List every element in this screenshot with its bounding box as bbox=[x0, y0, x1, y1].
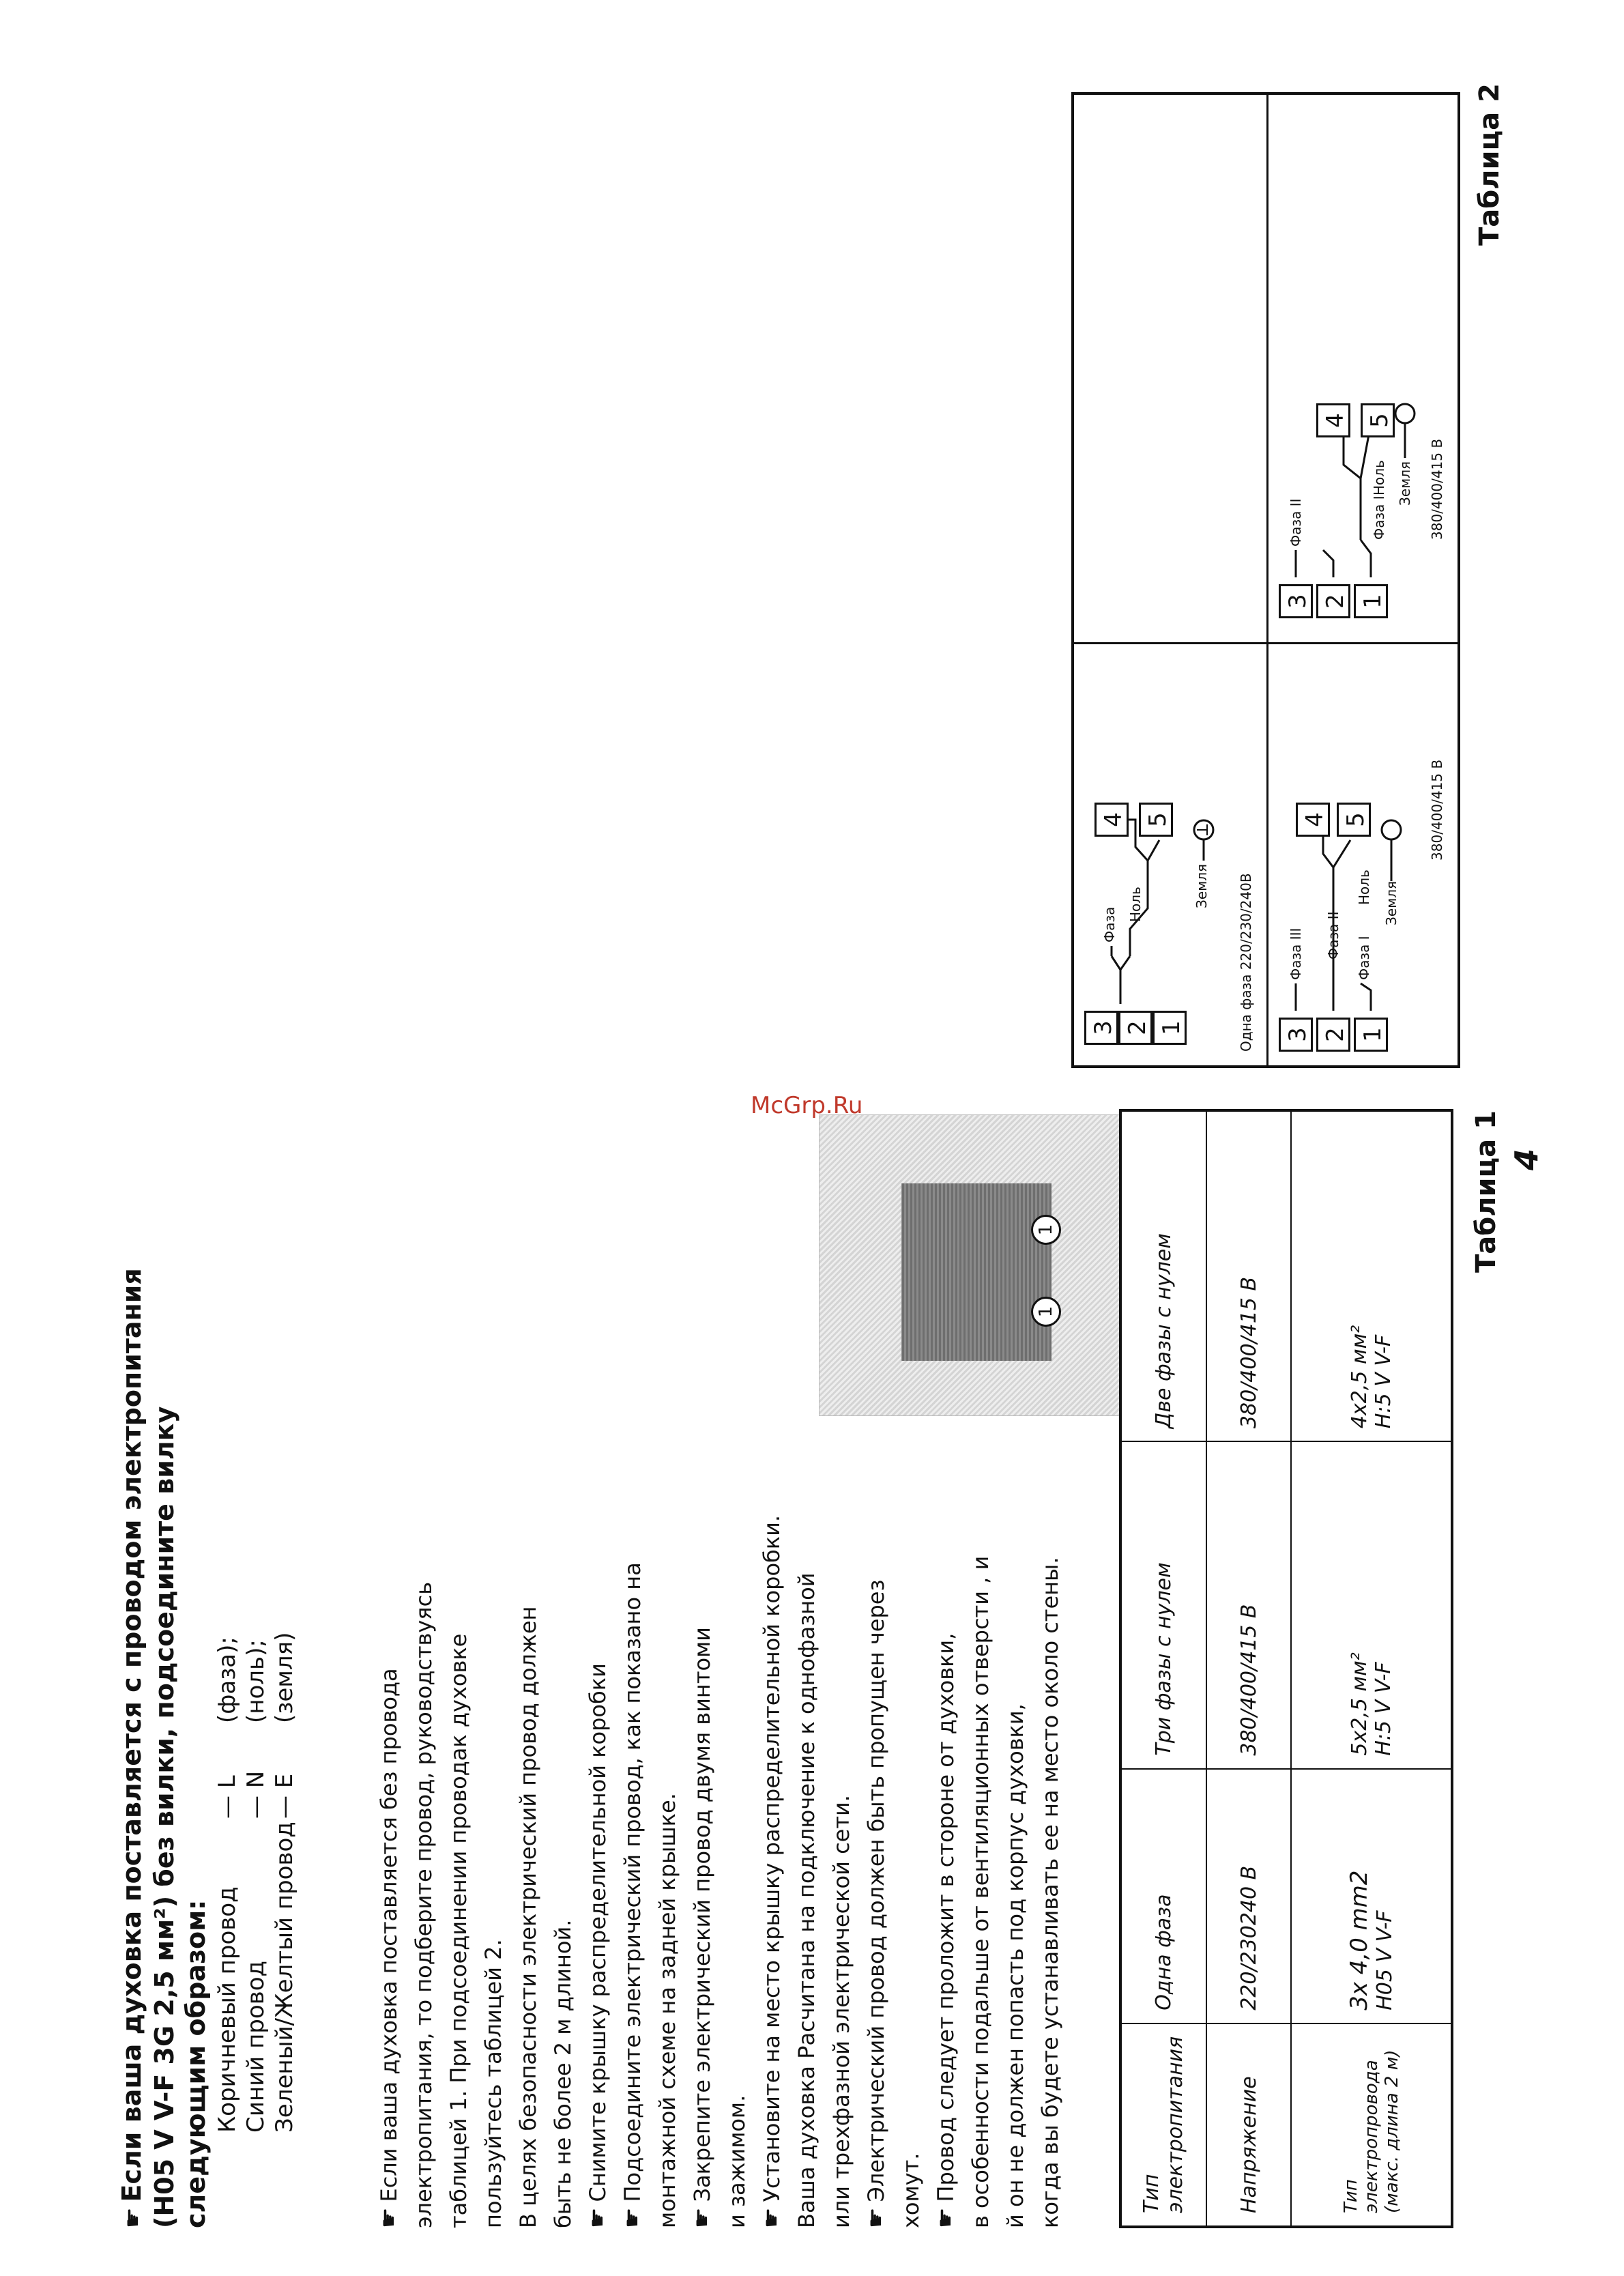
terminal-1: 1 bbox=[1354, 1018, 1388, 1052]
wire-row bbox=[270, 1632, 299, 2133]
two-phase-caption: 380/400/415 В bbox=[1429, 438, 1445, 540]
step-text: Установите на место крышку распределительной коробки. bbox=[759, 1514, 785, 2202]
wiring-diagram-table bbox=[1071, 92, 1460, 1068]
step-text: В целях безопасности электрический провод должен bbox=[515, 1606, 541, 2228]
phase-1-label: Фаза I bbox=[1371, 495, 1387, 540]
phase-2-label: Фаза II bbox=[1288, 498, 1304, 547]
terminal-4: 4 bbox=[1316, 403, 1350, 437]
table-cell: 380/400/415 В bbox=[1206, 1110, 1292, 1441]
cable-spec: 4x2,5 мм² bbox=[1347, 1325, 1372, 1429]
intro-line-3: следующим образом: bbox=[181, 1899, 211, 2228]
wire-code: — N bbox=[242, 1770, 270, 1819]
two-phase-diagram bbox=[1268, 95, 1458, 642]
step-text: Ваша духовка Расчитана на подключение к однофазной bbox=[794, 1572, 820, 2228]
empty-diagram-cell bbox=[1074, 95, 1268, 642]
earth-label: Земля bbox=[1193, 863, 1210, 908]
step-text: Если ваша духовка поставляется без провода bbox=[376, 1668, 402, 2202]
earth-label: Земля bbox=[1383, 880, 1400, 925]
terminal-2: 2 bbox=[1316, 1018, 1350, 1052]
wire-code: — E bbox=[271, 1773, 298, 1819]
terminal-3: 3 bbox=[1279, 1018, 1313, 1052]
cable-type: H05 V V-F bbox=[1373, 1910, 1397, 2011]
cable-type: H:5 V V-F bbox=[1371, 1662, 1395, 1756]
terminal-5: 5 bbox=[1337, 803, 1371, 837]
phase-3-label: Фаза III bbox=[1288, 927, 1304, 980]
step-text: монтажной схеме на задней крышке. bbox=[654, 1793, 680, 2228]
terminal-2: 2 bbox=[1316, 584, 1350, 618]
screw-marker: 1 bbox=[1031, 1215, 1061, 1245]
table1-caption: Таблица 1 bbox=[1470, 1110, 1502, 1273]
wire-name: Зеленый/Желтый провод bbox=[271, 1821, 298, 2133]
table-cell: Тип электропровода (макс. длина 2 м) bbox=[1291, 2023, 1452, 2227]
two-phase-wiring-svg bbox=[1268, 95, 1458, 642]
watermark: McGrp.Ru bbox=[751, 1092, 863, 1119]
terminal-5: 5 bbox=[1361, 403, 1395, 437]
table-cell: 380/400/415 В bbox=[1206, 1441, 1292, 1769]
step-text: Провод следует проложит в стороне от духовки, bbox=[933, 1632, 959, 2202]
terminal-4: 4 bbox=[1296, 803, 1330, 837]
step-text: электропитания, то подберите провод, руководствуясь bbox=[411, 1581, 437, 2228]
phase-1-label: Фаза I bbox=[1356, 936, 1372, 980]
step-text: Снимите крышку распределительной коробки bbox=[585, 1663, 611, 2202]
step-text: таблицей 1. При подсоединении проводак духовке bbox=[446, 1633, 472, 2228]
step-text: когда вы будете устанавливать ее на место около стены. bbox=[1037, 1557, 1063, 2228]
cable-type: H:5 V V-F bbox=[1371, 1334, 1395, 1429]
step-text: Электрический провод должен быть пропущен через bbox=[863, 1579, 889, 2202]
terminal-3: 3 bbox=[1084, 1011, 1118, 1045]
terminal-1: 1 bbox=[1152, 1011, 1187, 1045]
junction-box-photo bbox=[819, 1114, 1120, 1416]
pointing-hand-icon: ☛ bbox=[688, 2207, 716, 2228]
step-text: Закрепите электрический провод двумя винтоми bbox=[689, 1627, 715, 2202]
step-text: хомут. bbox=[898, 2152, 924, 2228]
page-number: 4 bbox=[1508, 1148, 1545, 1170]
screw-marker: 1 bbox=[1031, 1297, 1061, 1327]
step-text: Подсоедините электрический провод, как показано на bbox=[620, 1562, 646, 2202]
wire-meaning: (фаза); bbox=[214, 1637, 241, 1723]
earth-label: Земля bbox=[1397, 461, 1413, 506]
step-text: или трехфазной электрической сети. bbox=[828, 1795, 854, 2228]
step-text: й он не должен попасть под корпус духовки, bbox=[1002, 1703, 1028, 2228]
wire-code: — L bbox=[214, 1775, 241, 1819]
pointing-hand-icon: ☛ bbox=[862, 2207, 890, 2228]
step-text: быть не более 2 м длиной. bbox=[550, 1919, 576, 2228]
junction-box-image bbox=[901, 1183, 1052, 1361]
pointing-hand-icon: ☛ bbox=[619, 2207, 646, 2228]
table-header-cell: Тип электропитания bbox=[1120, 2023, 1206, 2227]
table-cell bbox=[1291, 1110, 1452, 1441]
wire-meaning: (ноль); bbox=[242, 1639, 270, 1723]
table-cell bbox=[1291, 1769, 1452, 2023]
pointing-hand-icon: ☛ bbox=[758, 2207, 785, 2228]
table-cell: 220/230240 В bbox=[1206, 1769, 1292, 2023]
pointing-hand-icon: ☛ bbox=[584, 2207, 611, 2228]
table2-caption: Таблица 2 bbox=[1474, 83, 1505, 246]
phase-label: Фаза bbox=[1101, 906, 1118, 942]
cable-spec: 3x 4,0 mm2 bbox=[1346, 1870, 1374, 2011]
table-header-cell: Три фазы с нулем bbox=[1120, 1441, 1206, 1769]
intro-line-2: (H05 V V-F 3G 2,5 мм²) без вилки, подсоедините вилку bbox=[149, 1406, 179, 2228]
table-cell bbox=[1291, 1441, 1452, 1769]
pointing-hand-icon: ☛ bbox=[119, 2207, 147, 2228]
cable-spec: 5x2,5 мм² bbox=[1347, 1652, 1372, 1756]
table-cell: Напряжение bbox=[1206, 2023, 1292, 2227]
neutral-label: Ноль bbox=[1371, 460, 1387, 495]
single-phase-caption: Одна фаза 220/230/240В bbox=[1238, 873, 1254, 1052]
wire-meaning: (земля) bbox=[271, 1632, 298, 1723]
terminal-4: 4 bbox=[1094, 803, 1129, 837]
three-phase-diagram bbox=[1268, 642, 1458, 1065]
table-row bbox=[1206, 1110, 1292, 2227]
step-text: в особенности подальше от вентиляционных отверсти , и bbox=[968, 1555, 994, 2228]
terminal-2: 2 bbox=[1118, 1011, 1152, 1045]
terminal-3: 3 bbox=[1279, 584, 1313, 618]
intro-line-1: Если ваша духовка поставляется с проводом электропитания bbox=[117, 1268, 147, 2202]
cable-selection-table bbox=[1119, 1109, 1453, 2228]
table-row bbox=[1291, 1110, 1452, 2227]
wire-row bbox=[213, 1632, 242, 2133]
neutral-label: Ноль bbox=[1356, 869, 1372, 905]
wire-row bbox=[242, 1632, 270, 2133]
wire-name: Синий провод bbox=[242, 1960, 270, 2133]
wire-name: Коричневый провод bbox=[214, 1886, 241, 2133]
pointing-hand-icon: ☛ bbox=[932, 2207, 959, 2228]
terminal-5: 5 bbox=[1139, 803, 1173, 837]
intro-block bbox=[116, 1205, 212, 2228]
pointing-hand-icon: ☛ bbox=[375, 2207, 403, 2228]
single-phase-diagram bbox=[1074, 642, 1268, 1065]
wire-color-list bbox=[213, 1632, 299, 2133]
step-text: пользуйтесь таблицей 2. bbox=[480, 1939, 506, 2228]
neutral-label: Ноль bbox=[1127, 887, 1144, 922]
table-header-cell: Одна фаза bbox=[1120, 1769, 1206, 2023]
phase-2-label: Фаза II bbox=[1325, 911, 1342, 960]
table-header-cell: Две фазы с нулем bbox=[1120, 1110, 1206, 1441]
terminal-1: 1 bbox=[1354, 584, 1388, 618]
table-row bbox=[1120, 1110, 1206, 2227]
three-phase-caption: 380/400/415 В bbox=[1429, 759, 1445, 861]
step-text: и зажимом. bbox=[724, 2094, 750, 2228]
